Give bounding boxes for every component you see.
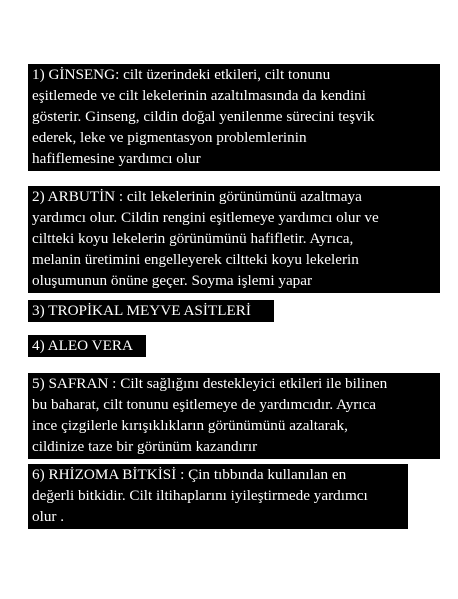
text-line: eşitlemede ve cilt lekelerinin azaltılmasında da kendini xyxy=(32,87,366,104)
top-band xyxy=(0,0,458,60)
bottom-band xyxy=(0,535,458,599)
text-line: 5) SAFRAN : Cilt sağlığını destekleyici etkileri ile bilinen xyxy=(32,375,388,392)
arbutin-text-block xyxy=(28,186,440,293)
text-line: ederek, leke ve pigmentasyon problemlerinin xyxy=(32,129,307,146)
text-line: ciltteki koyu lekelerin görünümünü hafifletir. Ayrıca, xyxy=(32,230,354,247)
story-content xyxy=(0,60,458,535)
text-line: hafiflemesine yardımcı olur xyxy=(32,150,201,167)
text-line: 3) TROPİKAL MEYVE ASİTLERİ xyxy=(32,302,251,319)
text-line: cildinize taze bir görünüm kazandırır xyxy=(32,438,258,455)
ginseng-text-block xyxy=(28,64,440,171)
text-line: 1) GİNSENG: cilt üzerindeki etkileri, cilt tonunu xyxy=(32,66,331,83)
text-line: melanin üretimini engelleyerek ciltteki koyu lekelerin xyxy=(32,251,359,268)
text-line: 4) ALEO VERA xyxy=(32,337,133,354)
saffron-text-block xyxy=(28,373,440,459)
rhizoma-text-block xyxy=(28,464,408,529)
text-line: değerli bitkidir. Cilt iltihaplarını iyileştirmede yardımcı xyxy=(32,487,368,504)
text-line: olur . xyxy=(32,508,65,525)
text-line: bu baharat, cilt tonunu eşitlemeye de yardımcıdır. Ayrıca xyxy=(32,396,377,413)
text-line: 6) RHİZOMA BİTKİSİ : Çin tıbbında kullanılan en xyxy=(32,466,347,483)
aloe-vera-text-block xyxy=(28,335,146,357)
text-line: oluşumunun önüne geçer. Soyma işlemi yapar xyxy=(32,272,313,289)
text-line: 2) ARBUTİN : cilt lekelerinin görünümünü azaltmaya xyxy=(32,188,362,205)
text-line: gösterir. Ginseng, cildin doğal yenilenme sürecini teşvik xyxy=(32,108,375,125)
text-line: yardımcı olur. Cildin rengini eşitlemeye yardımcı olur ve xyxy=(32,209,379,226)
text-line: ince çizgilerle kırışıklıkların görünümünü azaltarak, xyxy=(32,417,348,434)
tropical-acids-text-block xyxy=(28,300,274,322)
